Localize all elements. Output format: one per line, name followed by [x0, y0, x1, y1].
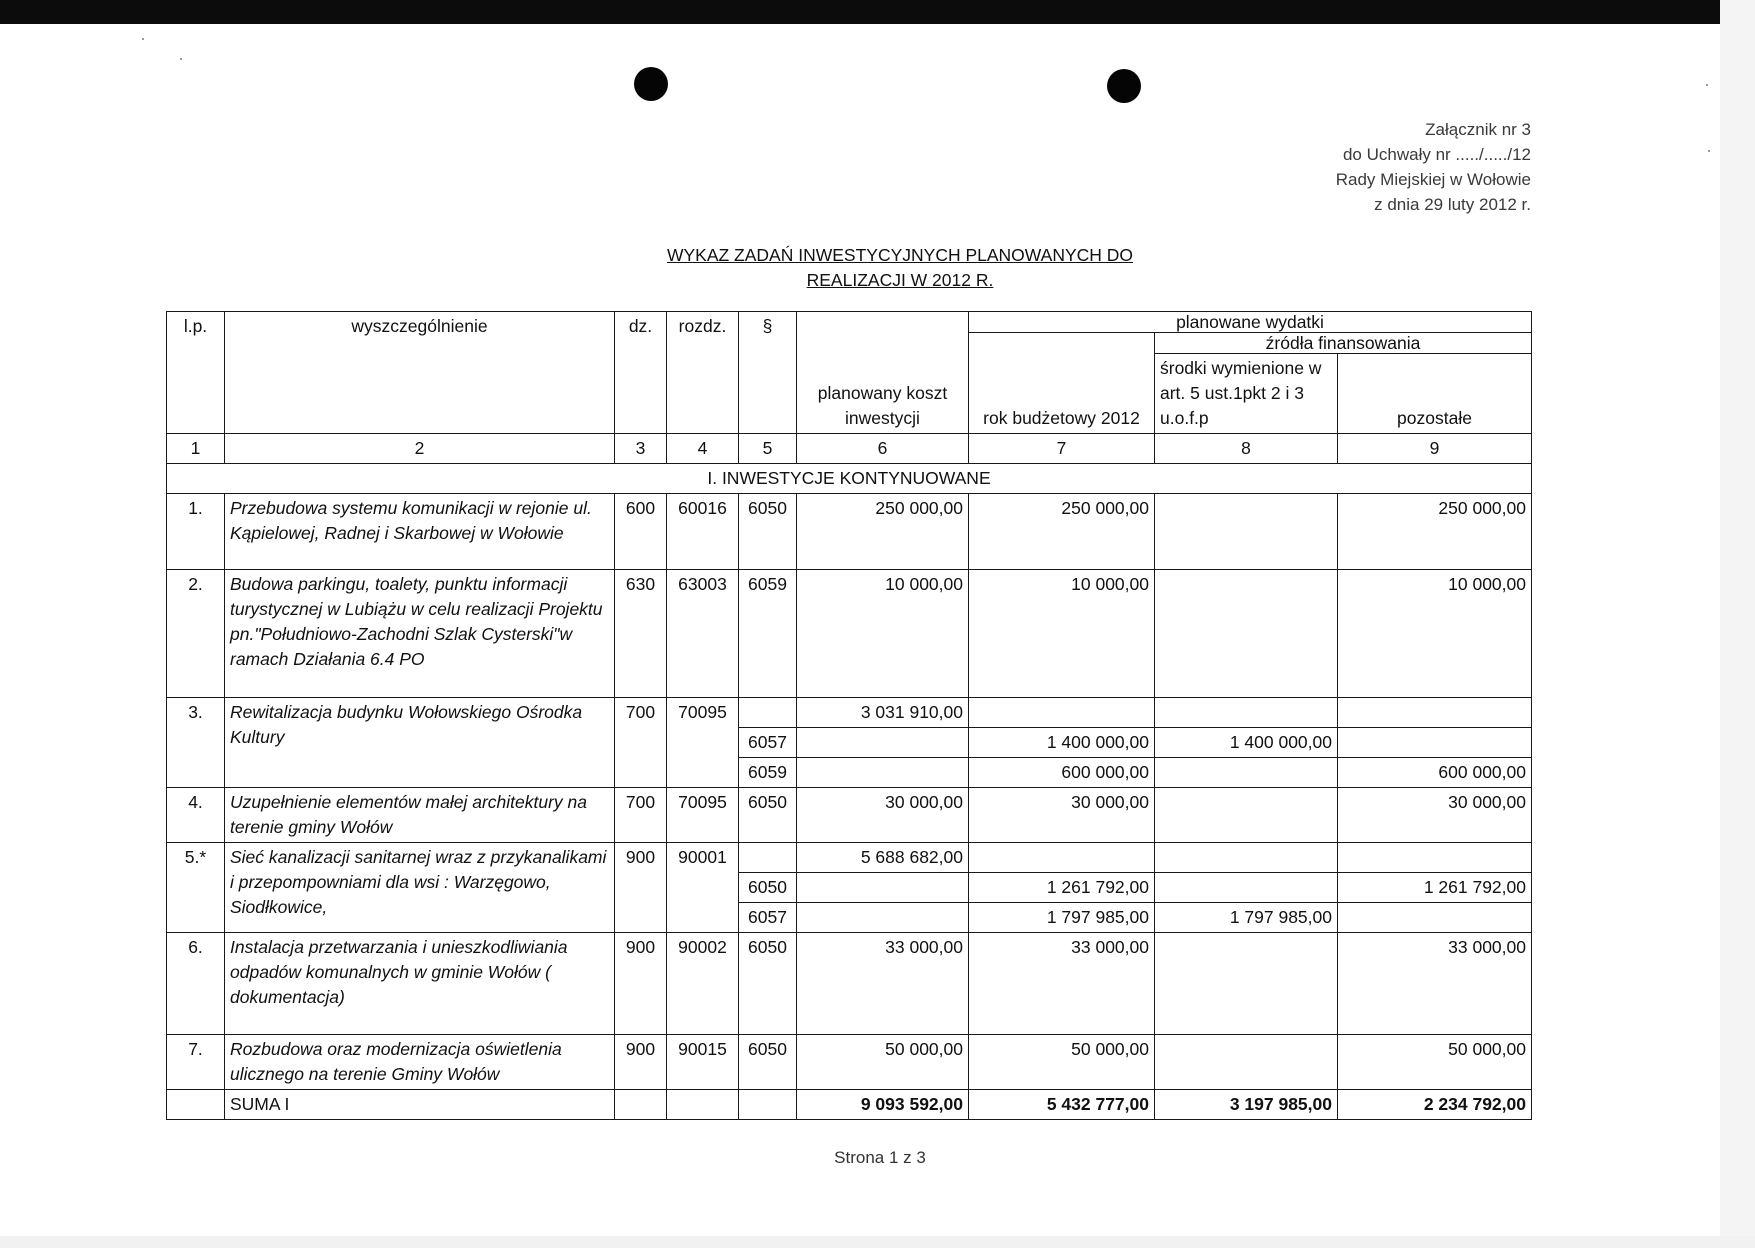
section-row — [167, 464, 1532, 494]
row-srodki — [1155, 758, 1338, 788]
row-name: Sieć kanalizacji sanitarnej wraz z przykanalikami i przepompowniami dla wsi : Warzęgowo, Siodłkowice, — [225, 843, 615, 933]
row-pozostale — [1338, 843, 1532, 873]
row-srodki — [1155, 494, 1338, 570]
row-name: Budowa parkingu, toalety, punktu informacji turystycznej w Lubiążu w celu realizacji Projektu pn."Południowo-Zachodni Szlak Cysterski"w ramach Działania 6.4 PO — [225, 570, 615, 698]
row-paragraph: 6059 — [739, 758, 797, 788]
header-koszt: planowany koszt inwestycji — [797, 312, 969, 434]
sum-label: SUMA I — [225, 1090, 615, 1120]
row-srodki — [1155, 1035, 1338, 1090]
row-dz: 900 — [615, 843, 667, 933]
row-lp: 1. — [167, 494, 225, 570]
column-number: 5 — [739, 434, 797, 464]
row-rozdz: 70095 — [667, 698, 739, 788]
header-zrodla: źródła finansowania — [1155, 333, 1532, 354]
header-pozostale: pozostałe — [1338, 354, 1532, 434]
row-dz: 900 — [615, 1035, 667, 1090]
row-koszt — [797, 903, 969, 933]
row-koszt: 33 000,00 — [797, 933, 969, 1035]
header-rok: rok budżetowy 2012 — [969, 333, 1155, 434]
row-rok: 250 000,00 — [969, 494, 1155, 570]
table-row — [167, 788, 1532, 843]
row-dz: 700 — [615, 698, 667, 788]
row-koszt: 5 688 682,00 — [797, 843, 969, 873]
row-name: Rozbudowa oraz modernizacja oświetlenia ulicznego na terenie Gminy Wołów — [225, 1035, 615, 1090]
row-srodki: 1 797 985,00 — [1155, 903, 1338, 933]
row-paragraph — [739, 698, 797, 728]
row-pozostale: 1 261 792,00 — [1338, 873, 1532, 903]
row-koszt: 30 000,00 — [797, 788, 969, 843]
row-rozdz: 70095 — [667, 788, 739, 843]
column-number: 4 — [667, 434, 739, 464]
row-lp: 7. — [167, 1035, 225, 1090]
row-paragraph: 6050 — [739, 788, 797, 843]
header-wyszczegolnienie: wyszczególnienie — [225, 312, 615, 434]
row-pozostale: 33 000,00 — [1338, 933, 1532, 1035]
header-row-1 — [167, 312, 1532, 333]
row-lp: 4. — [167, 788, 225, 843]
row-rok: 1 400 000,00 — [969, 728, 1155, 758]
header-planowane-wydatki: planowane wydatki — [969, 312, 1532, 333]
annex-line-2: do Uchwały nr ...../...../12 — [1342, 145, 1531, 164]
header-dz: dz. — [615, 312, 667, 434]
table-row — [167, 933, 1532, 1035]
annex-line-4: z dnia 29 luty 2012 r. — [1374, 195, 1531, 214]
row-rozdz: 90015 — [667, 1035, 739, 1090]
row-paragraph: 6057 — [739, 903, 797, 933]
row-name: Instalacja przetwarzania i unieszkodliwiania odpadów komunalnych w gminie Wołów ( dokumentacja) — [225, 933, 615, 1035]
section-title: I. INWESTYCJE KONTYNUOWANE — [167, 464, 1532, 494]
row-srodki — [1155, 788, 1338, 843]
row-dz: 700 — [615, 788, 667, 843]
scan-top-edge — [0, 0, 1720, 24]
investment-table — [166, 311, 1532, 1120]
row-pozostale: 30 000,00 — [1338, 788, 1532, 843]
row-rok — [969, 843, 1155, 873]
header-rozdz: rozdz. — [667, 312, 739, 434]
table-row — [167, 494, 1532, 570]
table-row — [167, 843, 1532, 873]
column-number: 7 — [969, 434, 1155, 464]
row-srodki: 1 400 000,00 — [1155, 728, 1338, 758]
row-pozostale — [1338, 728, 1532, 758]
column-number: 2 — [225, 434, 615, 464]
row-paragraph: 6050 — [739, 1035, 797, 1090]
document-title — [560, 243, 1240, 293]
row-lp: 3. — [167, 698, 225, 788]
row-koszt: 250 000,00 — [797, 494, 969, 570]
column-number: 9 — [1338, 434, 1532, 464]
row-paragraph: 6059 — [739, 570, 797, 698]
row-koszt — [797, 873, 969, 903]
row-rok — [969, 698, 1155, 728]
sum-row — [167, 1090, 1532, 1120]
row-rok: 600 000,00 — [969, 758, 1155, 788]
row-koszt — [797, 728, 969, 758]
row-rozdz: 60016 — [667, 494, 739, 570]
row-paragraph: 6057 — [739, 728, 797, 758]
row-srodki — [1155, 698, 1338, 728]
column-number: 3 — [615, 434, 667, 464]
row-paragraph — [739, 843, 797, 873]
row-name: Rewitalizacja budynku Wołowskiego Ośrodka Kultury — [225, 698, 615, 788]
row-dz: 630 — [615, 570, 667, 698]
row-rok: 30 000,00 — [969, 788, 1155, 843]
row-pozostale: 600 000,00 — [1338, 758, 1532, 788]
scan-speck — [180, 58, 182, 60]
page-number: Strona 1 z 3 — [834, 1148, 926, 1167]
row-rok: 10 000,00 — [969, 570, 1155, 698]
column-numbers-row — [167, 434, 1532, 464]
sum-dz — [615, 1090, 667, 1120]
punch-hole-right — [1107, 69, 1141, 103]
punch-hole-left — [634, 67, 668, 101]
row-paragraph: 6050 — [739, 494, 797, 570]
scan-bottom-margin — [0, 1236, 1755, 1248]
row-srodki — [1155, 933, 1338, 1035]
row-pozostale — [1338, 698, 1532, 728]
row-dz: 900 — [615, 933, 667, 1035]
row-paragraph: 6050 — [739, 933, 797, 1035]
annex-line-3: Rady Miejskiej w Wołowie — [1335, 170, 1531, 189]
row-pozostale: 250 000,00 — [1338, 494, 1532, 570]
annex-reference — [1336, 117, 1531, 217]
scan-speck — [142, 38, 144, 40]
header-srodki: środki wymienione w art. 5 ust.1pkt 2 i 3 u.o.f.p — [1155, 354, 1338, 434]
table-row — [167, 698, 1532, 728]
row-rozdz: 90001 — [667, 843, 739, 933]
row-dz: 600 — [615, 494, 667, 570]
sum-paragraph — [739, 1090, 797, 1120]
row-rozdz: 90002 — [667, 933, 739, 1035]
sum-srodki: 3 197 985,00 — [1155, 1090, 1338, 1120]
row-rok: 50 000,00 — [969, 1035, 1155, 1090]
scan-right-margin — [1720, 0, 1755, 1248]
annex-line-1: Załącznik nr 3 — [1425, 120, 1531, 139]
title-line-2: REALIZACJI W 2012 R. — [806, 270, 994, 290]
scan-speck — [1708, 150, 1710, 152]
row-name: Uzupełnienie elementów małej architektury na terenie gminy Wołów — [225, 788, 615, 843]
row-rok: 33 000,00 — [969, 933, 1155, 1035]
column-number: 1 — [167, 434, 225, 464]
sum-lp — [167, 1090, 225, 1120]
row-rok: 1 261 792,00 — [969, 873, 1155, 903]
row-koszt: 50 000,00 — [797, 1035, 969, 1090]
row-name: Przebudowa systemu komunikacji w rejonie ul. Kąpielowej, Radnej i Skarbowej w Wołowie — [225, 494, 615, 570]
row-lp: 5.* — [167, 843, 225, 933]
row-rok: 1 797 985,00 — [969, 903, 1155, 933]
row-koszt — [797, 758, 969, 788]
table-row — [167, 1035, 1532, 1090]
row-lp: 2. — [167, 570, 225, 698]
title-line-1: WYKAZ ZADAŃ INWESTYCYJNYCH PLANOWANYCH DO — [666, 245, 1134, 265]
row-srodki — [1155, 873, 1338, 903]
row-pozostale: 50 000,00 — [1338, 1035, 1532, 1090]
row-koszt: 3 031 910,00 — [797, 698, 969, 728]
scan-speck — [1706, 84, 1708, 86]
row-rozdz: 63003 — [667, 570, 739, 698]
row-paragraph: 6050 — [739, 873, 797, 903]
table-row — [167, 570, 1532, 698]
row-pozostale: 10 000,00 — [1338, 570, 1532, 698]
column-number: 6 — [797, 434, 969, 464]
column-number: 8 — [1155, 434, 1338, 464]
header-lp: l.p. — [167, 312, 225, 434]
sum-koszt: 9 093 592,00 — [797, 1090, 969, 1120]
row-koszt: 10 000,00 — [797, 570, 969, 698]
row-srodki — [1155, 843, 1338, 873]
sum-rok: 5 432 777,00 — [969, 1090, 1155, 1120]
header-paragraph: § — [739, 312, 797, 434]
row-srodki — [1155, 570, 1338, 698]
row-pozostale — [1338, 903, 1532, 933]
sum-pozostale: 2 234 792,00 — [1338, 1090, 1532, 1120]
row-lp: 6. — [167, 933, 225, 1035]
sum-rozdz — [667, 1090, 739, 1120]
